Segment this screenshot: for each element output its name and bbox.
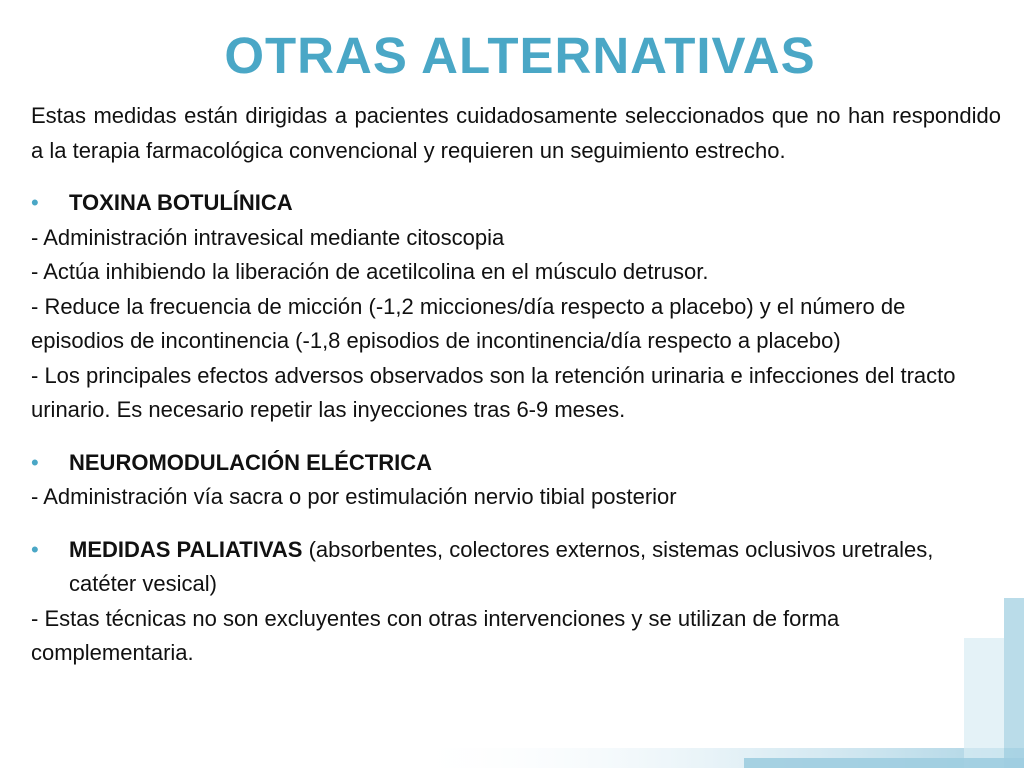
section-heading: MEDIDAS PALIATIVAS (69, 536, 303, 562)
section-line: - Reduce la frecuencia de micción (-1,2 micciones/día respecto a placebo) y el número de episodios de incontinencia (-1,8 episodios de incontinencia/día respecto a placebo) (31, 293, 906, 353)
section-heading-line (31, 186, 1001, 221)
slide-content (31, 99, 1001, 671)
section-heading: TOXINA BOTULÍNICA (69, 190, 293, 215)
section-neuromodulacion (31, 446, 1001, 515)
decor-band (404, 748, 1024, 768)
section-line: - Administración intravesical mediante citoscopia (31, 224, 505, 250)
intro-paragraph: Estas medidas están dirigidas a pacientes cuidadosamente seleccionados que no han respondido a la terapia farmacológica convencional y requieren un seguimiento estrecho. (31, 103, 1001, 163)
slide-title: OTRAS ALTERNATIVAS (224, 27, 816, 84)
bullet-icon: • (31, 449, 39, 475)
bullet-icon: • (31, 190, 39, 215)
section-toxina-botulinica (31, 186, 1001, 428)
section-line: - Estas técnicas no son excluyentes con otras intervenciones y se utilizan de forma complementaria. (31, 605, 840, 665)
bullet-icon: • (31, 536, 39, 562)
section-heading: NEUROMODULACIÓN ELÉCTRICA (69, 449, 432, 475)
section-heading-line (31, 446, 1001, 481)
section-medidas-paliativas (31, 533, 1001, 671)
decor-base (744, 758, 1024, 768)
section-line: - Actúa inhibiendo la liberación de acetilcolina en el músculo detrusor. (31, 259, 709, 284)
section-heading-suffix: (absorbentes, colectores externos, sistemas oclusivos uretrales, catéter vesical) (69, 536, 934, 596)
section-heading-line (31, 533, 1001, 602)
section-line: - Los principales efectos adversos observados son la retención urinaria e infecciones del tracto urinario. Es necesario repetir las inyecciones tras 6-9 meses. (31, 362, 956, 422)
section-line: - Administración vía sacra o por estimulación nervio tibial posterior (31, 484, 677, 509)
decor-strip (1004, 598, 1024, 768)
